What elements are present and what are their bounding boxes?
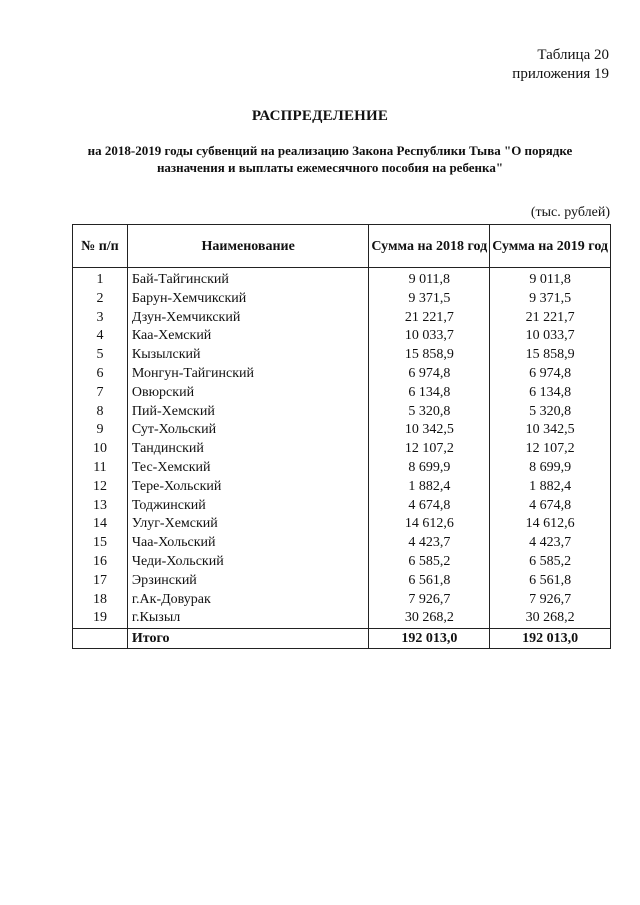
row-sum-2019: 21 221,7	[490, 309, 611, 328]
row-number: 4	[73, 327, 128, 346]
subtitle-line-1: на 2018-2019 годы субвенций на реализацию Закона Республики Тыва "О порядке	[87, 143, 573, 158]
column-header-sum-2018: Сумма на 2018 год	[369, 225, 490, 268]
row-name: Улуг-Хемский	[127, 515, 369, 534]
row-sum-2019: 10 033,7	[490, 327, 611, 346]
column-header-sum-2019: Сумма на 2019 год	[490, 225, 611, 268]
row-number: 3	[73, 309, 128, 328]
row-name: Пий-Хемский	[127, 403, 369, 422]
row-number: 5	[73, 346, 128, 365]
row-sum-2019: 6 974,8	[490, 365, 611, 384]
column-header-name: Наименование	[127, 225, 369, 268]
distribution-table	[72, 224, 611, 649]
row-name: Кызылский	[127, 346, 369, 365]
table-row	[73, 309, 611, 328]
row-sum-2018: 9 011,8	[369, 268, 490, 290]
table-row	[73, 384, 611, 403]
row-sum-2018: 14 612,6	[369, 515, 490, 534]
total-2018: 192 013,0	[369, 629, 490, 649]
row-sum-2018: 4 423,7	[369, 534, 490, 553]
row-sum-2019: 8 699,9	[490, 459, 611, 478]
row-name: Тандинский	[127, 440, 369, 459]
table-row	[73, 572, 611, 591]
row-sum-2019: 12 107,2	[490, 440, 611, 459]
row-sum-2019: 9 011,8	[490, 268, 611, 290]
table-row	[73, 268, 611, 290]
row-number: 11	[73, 459, 128, 478]
row-sum-2019: 5 320,8	[490, 403, 611, 422]
row-sum-2018: 6 561,8	[369, 572, 490, 591]
row-name: Чаа-Хольский	[127, 534, 369, 553]
row-name: Монгун-Тайгинский	[127, 365, 369, 384]
row-sum-2018: 6 974,8	[369, 365, 490, 384]
row-number: 17	[73, 572, 128, 591]
row-sum-2018: 6 585,2	[369, 553, 490, 572]
table-row	[73, 290, 611, 309]
row-name: г.Кызыл	[127, 609, 369, 628]
table-row	[73, 515, 611, 534]
row-name: Бай-Тайгинский	[127, 268, 369, 290]
row-number: 1	[73, 268, 128, 290]
table-row	[73, 421, 611, 440]
table-row	[73, 346, 611, 365]
row-sum-2019: 4 674,8	[490, 497, 611, 516]
row-number: 7	[73, 384, 128, 403]
row-number: 10	[73, 440, 128, 459]
row-sum-2019: 7 926,7	[490, 591, 611, 610]
row-sum-2019: 14 612,6	[490, 515, 611, 534]
row-name: Сут-Хольский	[127, 421, 369, 440]
table-row	[73, 403, 611, 422]
row-sum-2018: 5 320,8	[369, 403, 490, 422]
row-sum-2019: 15 858,9	[490, 346, 611, 365]
row-number: 14	[73, 515, 128, 534]
row-sum-2019: 9 371,5	[490, 290, 611, 309]
row-sum-2018: 21 221,7	[369, 309, 490, 328]
row-name: Дзун-Хемчикский	[127, 309, 369, 328]
row-name: г.Ак-Довурак	[127, 591, 369, 610]
row-sum-2019: 6 134,8	[490, 384, 611, 403]
row-number: 6	[73, 365, 128, 384]
row-sum-2019: 30 268,2	[490, 609, 611, 628]
row-name: Тес-Хемский	[127, 459, 369, 478]
document-title: РАСПРЕДЕЛЕНИЕ	[251, 108, 389, 124]
units-label: (тыс. рублей)	[530, 205, 610, 220]
appendix-reference	[512, 46, 609, 84]
table-row	[73, 440, 611, 459]
row-sum-2019: 1 882,4	[490, 478, 611, 497]
table-body	[73, 268, 611, 629]
document-subtitle	[60, 142, 600, 176]
appendix-number-label: приложения 19	[512, 66, 609, 82]
table-row	[73, 534, 611, 553]
table-row	[73, 459, 611, 478]
row-sum-2019: 4 423,7	[490, 534, 611, 553]
row-sum-2018: 8 699,9	[369, 459, 490, 478]
table-row	[73, 553, 611, 572]
row-number: 16	[73, 553, 128, 572]
row-sum-2019: 6 561,8	[490, 572, 611, 591]
row-number: 18	[73, 591, 128, 610]
row-sum-2018: 12 107,2	[369, 440, 490, 459]
table-total-row	[73, 629, 611, 649]
row-name: Барун-Хемчикский	[127, 290, 369, 309]
total-label: Итого	[127, 629, 369, 649]
row-number: 19	[73, 609, 128, 628]
row-sum-2018: 9 371,5	[369, 290, 490, 309]
row-number: 9	[73, 421, 128, 440]
total-num-cell	[73, 629, 128, 649]
table-row	[73, 497, 611, 516]
row-sum-2018: 4 674,8	[369, 497, 490, 516]
row-name: Каа-Хемский	[127, 327, 369, 346]
row-sum-2018: 7 926,7	[369, 591, 490, 610]
row-number: 12	[73, 478, 128, 497]
subtitle-line-2: назначения и выплаты ежемесячного пособия на ребенка"	[156, 160, 504, 175]
row-number: 8	[73, 403, 128, 422]
row-sum-2018: 30 268,2	[369, 609, 490, 628]
row-sum-2019: 10 342,5	[490, 421, 611, 440]
row-name: Эрзинский	[127, 572, 369, 591]
row-number: 13	[73, 497, 128, 516]
total-2019: 192 013,0	[490, 629, 611, 649]
table-row	[73, 478, 611, 497]
row-sum-2018: 10 342,5	[369, 421, 490, 440]
table-row	[73, 327, 611, 346]
row-sum-2018: 6 134,8	[369, 384, 490, 403]
row-name: Тоджинский	[127, 497, 369, 516]
column-header-num: № п/п	[73, 225, 128, 268]
row-number: 15	[73, 534, 128, 553]
row-name: Тере-Хольский	[127, 478, 369, 497]
table-row	[73, 609, 611, 628]
table-row	[73, 591, 611, 610]
table-header-row	[73, 225, 611, 268]
row-name: Чеди-Хольский	[127, 553, 369, 572]
row-sum-2019: 6 585,2	[490, 553, 611, 572]
row-sum-2018: 10 033,7	[369, 327, 490, 346]
row-sum-2018: 1 882,4	[369, 478, 490, 497]
table-row	[73, 365, 611, 384]
row-name: Овюрский	[127, 384, 369, 403]
row-number: 2	[73, 290, 128, 309]
row-sum-2018: 15 858,9	[369, 346, 490, 365]
table-number-label: Таблица 20	[537, 47, 609, 63]
